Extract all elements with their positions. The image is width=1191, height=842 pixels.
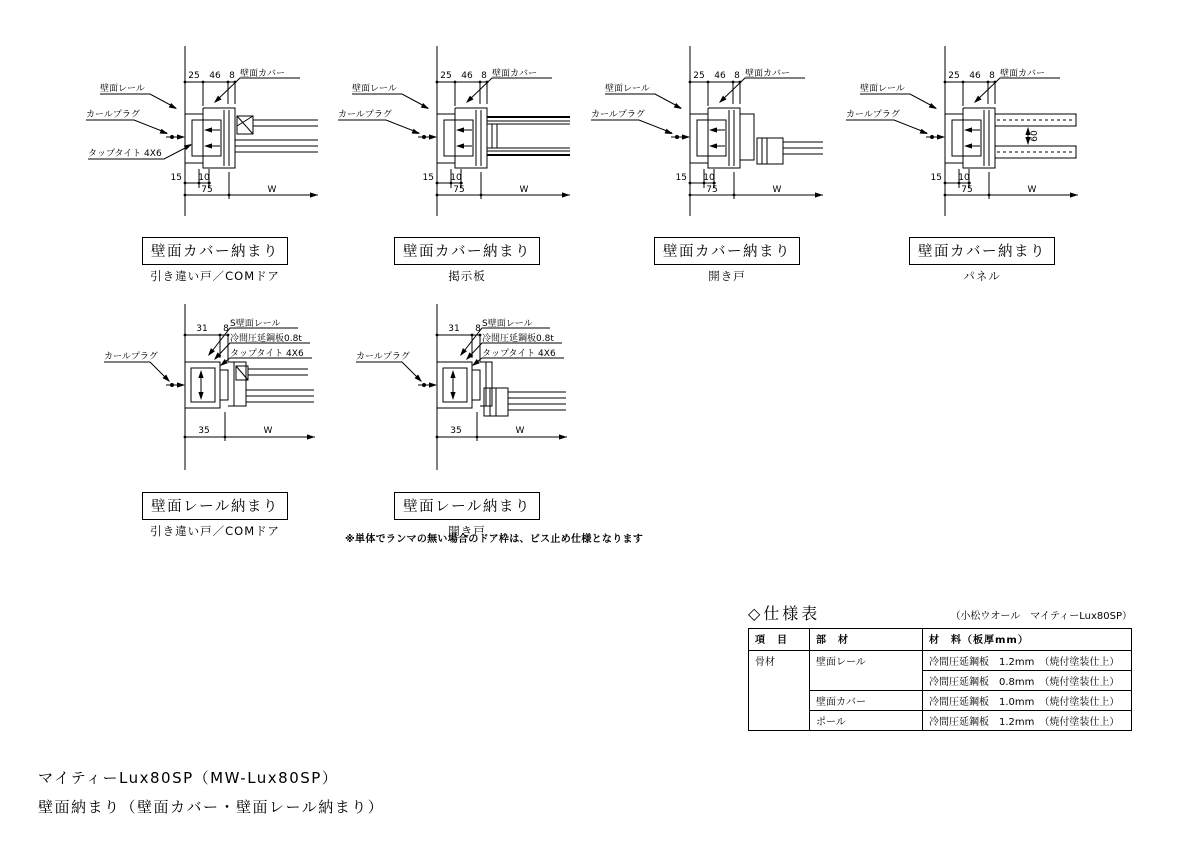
dim-label: 35 bbox=[198, 426, 210, 436]
s-wall-rail-label: S壁面レール bbox=[230, 319, 281, 329]
leader-tap-tight bbox=[470, 348, 564, 368]
section-drawing bbox=[80, 298, 350, 483]
wall-cover-label: 壁面カバー bbox=[1000, 69, 1046, 79]
curl-plug-label: カールプラグ bbox=[846, 110, 900, 120]
drawing-subtitle: 開き戸 bbox=[448, 524, 486, 538]
section-drawing bbox=[332, 42, 602, 237]
leader-wall-rail bbox=[860, 82, 938, 111]
caption bbox=[80, 492, 350, 539]
leader-wall-cover bbox=[464, 67, 552, 105]
curl-plug-symbol bbox=[926, 134, 945, 139]
dim-label: 75 bbox=[961, 185, 973, 195]
leader-wall-rail bbox=[605, 82, 683, 111]
cell-part-wall-rail: 壁面レール bbox=[810, 651, 923, 691]
tap-tight-label: タップタイト 4X6 bbox=[230, 349, 304, 359]
dim-label: 25 bbox=[440, 71, 452, 81]
spec-product-note: （小松ウオール マイティーLux80SP） bbox=[950, 611, 1132, 622]
drawing-subtitle: パネル bbox=[963, 269, 1001, 283]
dim-label: 8 bbox=[229, 71, 235, 81]
leader-wall-cover bbox=[972, 67, 1060, 105]
bottom-dimension bbox=[676, 169, 823, 199]
board-section bbox=[487, 117, 570, 155]
curl-plug-label: カールプラグ bbox=[104, 352, 158, 362]
drawing-subtitle: 掲示板 bbox=[448, 269, 486, 283]
section-drawing bbox=[585, 42, 855, 237]
dim-label: W bbox=[263, 426, 273, 436]
curl-plug-symbol bbox=[166, 382, 185, 387]
curl-plug-label: カールプラグ bbox=[356, 352, 410, 362]
wall-rail-label: 壁面レール bbox=[860, 84, 905, 94]
dim-label: 8 bbox=[989, 71, 995, 81]
wall-rail-label: 壁面レール bbox=[605, 84, 650, 94]
top-dimension bbox=[436, 324, 482, 362]
curl-plug-label: カールプラグ bbox=[338, 110, 392, 120]
leader-wall-cover bbox=[212, 67, 300, 105]
dim-label: 8 bbox=[475, 324, 481, 334]
hinged-door-section bbox=[480, 362, 566, 416]
dim-label: W bbox=[267, 185, 277, 195]
section-drawing bbox=[840, 42, 1110, 237]
wall-rail-label: 壁面レール bbox=[352, 84, 397, 94]
leader-curl-plug bbox=[846, 109, 929, 136]
steel-sheet-label: 冷間圧延鋼板0.8t bbox=[230, 334, 302, 344]
col-header-part: 部 材 bbox=[810, 629, 923, 651]
panel-thickness-dim: 60 bbox=[1030, 130, 1040, 142]
dim-label: 46 bbox=[969, 71, 981, 81]
cell-part-pole: ポール bbox=[810, 711, 923, 731]
dim-label: 25 bbox=[693, 71, 705, 81]
dim-label: 75 bbox=[706, 185, 718, 195]
curl-plug-label: カールプラグ bbox=[591, 110, 645, 120]
dim-label: 25 bbox=[948, 71, 960, 81]
dim-label: W bbox=[772, 185, 782, 195]
dim-label: 8 bbox=[734, 71, 740, 81]
s-rail-profile bbox=[437, 362, 480, 408]
tap-tight-label: タップタイト 4X6 bbox=[482, 349, 556, 359]
leader-wall-cover bbox=[717, 67, 805, 105]
detail-cover-bulletin-board bbox=[332, 42, 602, 284]
sheet-footer bbox=[38, 764, 384, 822]
drawing-title: 壁面カバー納まり bbox=[654, 237, 800, 265]
leader-tap-tight bbox=[88, 142, 193, 159]
dim-label: 31 bbox=[448, 324, 460, 334]
dim-label: 15 bbox=[170, 173, 182, 183]
dim-label: W bbox=[519, 185, 529, 195]
door-section bbox=[228, 362, 314, 406]
section-drawing bbox=[80, 42, 350, 237]
col-header-material: 材 料（板厚mm） bbox=[923, 629, 1132, 651]
leader-curl-plug bbox=[104, 351, 172, 384]
dim-label: 35 bbox=[450, 426, 462, 436]
drawing-title: 壁面カバー納まり bbox=[394, 237, 540, 265]
detail-rail-sliding-door bbox=[80, 298, 350, 539]
spec-title: ◇仕様表 bbox=[748, 604, 821, 623]
dim-label: 46 bbox=[209, 71, 221, 81]
tap-tight-label: タップタイト 4X6 bbox=[88, 149, 162, 159]
wall-rail-label: 壁面レール bbox=[100, 84, 145, 94]
leader-curl-plug bbox=[86, 109, 169, 136]
dim-label: W bbox=[1027, 185, 1037, 195]
curl-plug-symbol bbox=[418, 382, 437, 387]
dim-label: 8 bbox=[223, 324, 229, 334]
steel-sheet-label: 冷間圧延鋼板0.8t bbox=[482, 334, 554, 344]
leader-wall-rail bbox=[100, 82, 178, 111]
cell-material: 冷間圧延鋼板 1.2mm （焼付塗装仕上） bbox=[923, 711, 1132, 731]
drawing-title: 壁面カバー納まり bbox=[142, 237, 288, 265]
rail-cover-profile bbox=[945, 108, 995, 168]
door-section bbox=[235, 116, 318, 152]
cell-category: 骨材 bbox=[749, 651, 810, 731]
door-frame-note: ※単体でランマの無い場合のドア枠は、ビス止め仕様となります bbox=[345, 534, 644, 545]
cell-material: 冷間圧延鋼板 1.2mm （焼付塗装仕上） bbox=[923, 651, 1132, 671]
dim-label: 15 bbox=[422, 173, 434, 183]
wall-cover-label: 壁面カバー bbox=[240, 69, 286, 79]
bottom-dimension bbox=[423, 169, 570, 199]
sheet-title: 壁面納まり（壁面カバー・壁面レール納まり） bbox=[38, 798, 385, 816]
rail-cover-profile bbox=[690, 108, 740, 168]
detail-cover-hinged-door bbox=[585, 42, 855, 284]
product-name: マイティーLux80SP（MW-Lux80SP） bbox=[38, 769, 339, 787]
curl-plug-symbol bbox=[166, 134, 185, 139]
spec-section bbox=[748, 601, 1132, 731]
section-drawing bbox=[332, 298, 602, 483]
drawing-title: 壁面カバー納まり bbox=[909, 237, 1055, 265]
cell-part-wall-cover: 壁面カバー bbox=[810, 691, 923, 711]
caption bbox=[332, 237, 602, 284]
dim-label: 75 bbox=[453, 185, 465, 195]
table-row bbox=[749, 651, 1132, 671]
curl-plug-label: カールプラグ bbox=[86, 110, 140, 120]
dim-label: 15 bbox=[930, 173, 942, 183]
cell-material: 冷間圧延鋼板 1.0mm （焼付塗装仕上） bbox=[923, 691, 1132, 711]
dim-label: 8 bbox=[481, 71, 487, 81]
drawing-title: 壁面レール納まり bbox=[394, 492, 540, 520]
dim-label: 10 bbox=[703, 173, 715, 183]
leader-curl-plug bbox=[356, 351, 424, 384]
caption bbox=[840, 237, 1110, 284]
wall-cover-label: 壁面カバー bbox=[745, 69, 791, 79]
wall-cover-label: 壁面カバー bbox=[492, 69, 538, 79]
dim-label: 46 bbox=[461, 71, 473, 81]
leader-curl-plug bbox=[591, 109, 674, 136]
top-dimension bbox=[184, 324, 230, 362]
dim-label: 10 bbox=[198, 173, 210, 183]
dim-label: 25 bbox=[188, 71, 200, 81]
curl-plug-symbol bbox=[418, 134, 437, 139]
rail-cover-profile bbox=[185, 108, 235, 168]
caption bbox=[80, 237, 350, 284]
dim-label: W bbox=[515, 426, 525, 436]
drawing-subtitle: 引き違い戸／COMドア bbox=[150, 524, 280, 538]
dim-label: 31 bbox=[196, 324, 208, 334]
drawing-subtitle: 引き違い戸／COMドア bbox=[150, 269, 280, 283]
drawing-subtitle: 開き戸 bbox=[708, 269, 746, 283]
hinged-door-section bbox=[740, 114, 823, 164]
curl-plug-symbol bbox=[671, 134, 690, 139]
caption bbox=[585, 237, 855, 284]
col-header-item: 項 目 bbox=[749, 629, 810, 651]
bottom-dimension bbox=[931, 169, 1078, 199]
s-rail-profile bbox=[185, 362, 228, 408]
spec-table bbox=[748, 628, 1132, 731]
detail-cover-panel bbox=[840, 42, 1110, 284]
leader-wall-rail bbox=[352, 82, 430, 111]
dim-label: 15 bbox=[675, 173, 687, 183]
dim-label: 75 bbox=[201, 185, 213, 195]
drawing-title: 壁面レール納まり bbox=[142, 492, 288, 520]
dim-label: 10 bbox=[958, 173, 970, 183]
detail-rail-hinged-door bbox=[332, 298, 602, 539]
spec-header bbox=[748, 601, 1132, 624]
dim-label: 10 bbox=[450, 173, 462, 183]
s-wall-rail-label: S壁面レール bbox=[482, 319, 533, 329]
bottom-dimension bbox=[171, 169, 318, 199]
bottom-dimension bbox=[184, 412, 315, 441]
rail-cover-profile bbox=[437, 108, 487, 168]
leader-curl-plug bbox=[338, 109, 421, 136]
spec-table-header-row bbox=[749, 629, 1132, 651]
cell-material: 冷間圧延鋼板 0.8mm （焼付塗装仕上） bbox=[923, 671, 1132, 691]
dim-label: 46 bbox=[714, 71, 726, 81]
detail-cover-sliding-door bbox=[80, 42, 350, 284]
panel-section bbox=[995, 114, 1076, 158]
leader-tap-tight bbox=[218, 348, 312, 368]
